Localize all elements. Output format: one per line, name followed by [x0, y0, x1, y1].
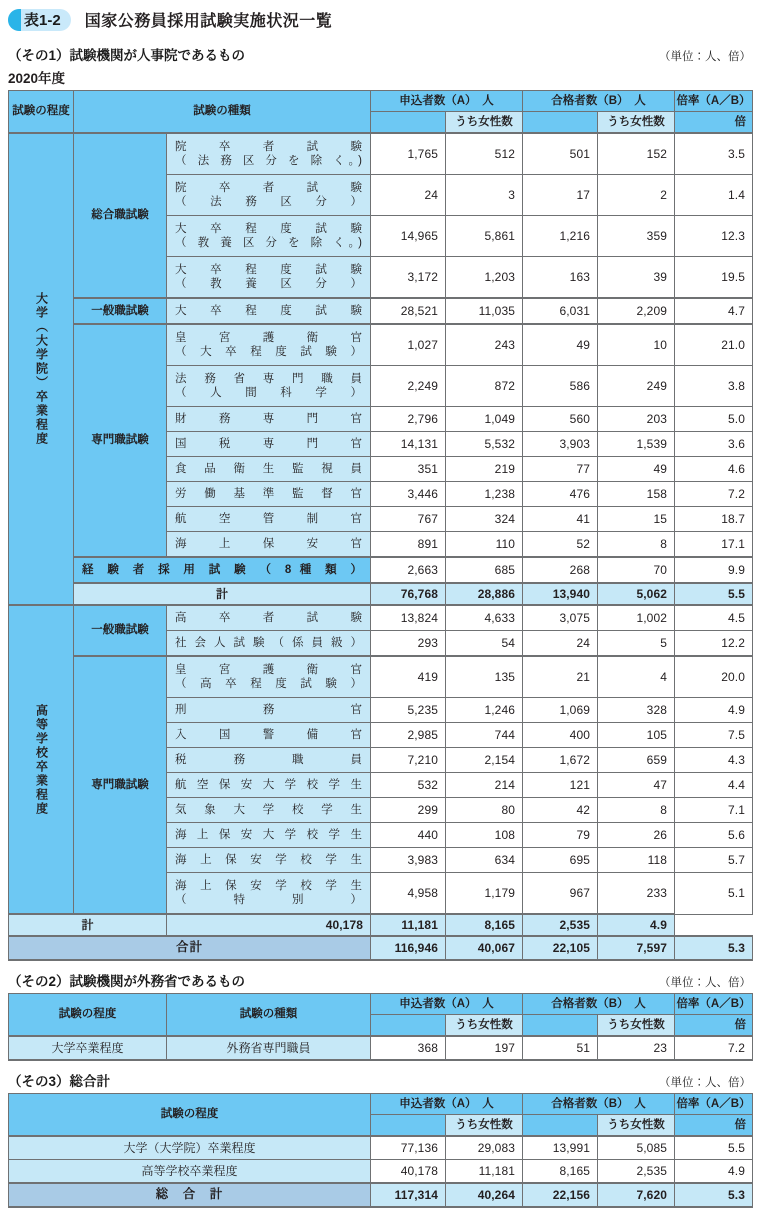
cell-passers-female: 1,002 [598, 605, 675, 631]
cell-passers-female: 2,209 [598, 298, 675, 324]
subgroup-comprehensive: 総合職試験 [74, 133, 167, 298]
cell-ratio: 12.3 [675, 216, 753, 257]
cell-applicants-female: 744 [446, 723, 523, 748]
col-applicants-female: うち女性数 [446, 1115, 523, 1137]
subgroup-general: 一般職試験 [74, 298, 167, 324]
cell-passers: 3,075 [523, 605, 598, 631]
section1-table [8, 90, 753, 961]
cell-applicants: 40,178 [371, 1160, 446, 1184]
cell-applicants-female: 28,886 [446, 583, 523, 605]
cell-passers: 49 [523, 324, 598, 366]
cell-passers-female: 2,535 [598, 1160, 675, 1184]
cell-passers: 268 [523, 557, 598, 583]
cell-applicants: 2,249 [371, 366, 446, 407]
cell-passers: 79 [523, 823, 598, 848]
cell-ratio: 18.7 [675, 507, 753, 532]
exam-name-line1: 大 卒 程 度 試 験 [175, 263, 362, 276]
table-row-experienced [9, 557, 753, 583]
cell-applicants-female: 1,238 [446, 482, 523, 507]
subgroup-general-hs: 一般職試験 [74, 605, 167, 656]
exam-name-line1: 皇 宮 護 衛 官 [175, 331, 362, 344]
cell-applicants-female: 219 [446, 457, 523, 482]
cell-applicants: 7,210 [371, 748, 446, 773]
cell-passers-female: 39 [598, 257, 675, 299]
exam-name [167, 532, 371, 558]
cell-passers: 17 [523, 175, 598, 216]
exam-name-line1: 税 務 職 員 [175, 753, 362, 766]
cell-applicants: 3,172 [371, 257, 446, 299]
exam-name [167, 873, 371, 915]
cell-degree: 大学卒業程度 [9, 1036, 167, 1060]
table-row-subtotal-highschool [9, 914, 753, 936]
col-passers: 合格者数（B） 人 [523, 1094, 675, 1115]
cell-passers: 8,165 [523, 1160, 598, 1184]
section3-unit: （単位：人、倍） [659, 1077, 751, 1089]
cell-applicants: 891 [371, 532, 446, 558]
cell-ratio: 19.5 [675, 257, 753, 299]
col-passers: 合格者数（B） 人 [523, 994, 675, 1015]
exam-name-line2: （ 法 務 区 分 を 除 く。) [175, 155, 362, 167]
cell-passers: 22,156 [523, 1183, 598, 1207]
col-kind: 試験の種類 [74, 91, 371, 134]
exam-name [167, 324, 371, 366]
col-passers-female: うち女性数 [598, 1115, 675, 1137]
col-ratio: 倍率（A／B） [675, 994, 753, 1015]
cell-degree: 高等学校卒業程度 [9, 1160, 371, 1184]
subgroup-specialist: 専門職試験 [74, 324, 167, 557]
section1-caption: （その1）試験機関が人事院であるもの [8, 48, 246, 63]
table-row [9, 1160, 753, 1184]
cell-applicants-female: 512 [446, 133, 523, 175]
exam-name-line1: 国 税 専 門 官 [175, 437, 362, 450]
cell-applicants: 299 [371, 798, 446, 823]
cell-applicants-female: 1,203 [446, 257, 523, 299]
cell-applicants: 293 [371, 631, 446, 657]
section1-unit: （単位：人、倍） [659, 51, 751, 63]
table-row [9, 605, 753, 631]
cell-passers: 41 [523, 507, 598, 532]
col-kind: 試験の種類 [167, 994, 371, 1037]
section1-body [9, 133, 753, 960]
cell-applicants-female: 872 [446, 366, 523, 407]
cell-passers-female: 10 [598, 324, 675, 366]
cell-passers: 51 [523, 1036, 598, 1060]
cell-applicants: 3,983 [371, 848, 446, 873]
section3-table [8, 1093, 753, 1208]
cell-passers-female: 152 [598, 133, 675, 175]
exam-name-line1: 海 上 保 安 学 校 学 生 [175, 853, 362, 866]
table-row [9, 1136, 753, 1160]
cell-applicants-female: 11,181 [371, 914, 446, 936]
col-degree: 試験の程度 [9, 91, 74, 134]
cell-applicants-female: 4,633 [446, 605, 523, 631]
section3-caption: （その3）総合計 [8, 1074, 111, 1089]
cell-applicants: 2,663 [371, 557, 446, 583]
cell-applicants: 532 [371, 773, 446, 798]
col-applicants-female: うち女性数 [446, 1015, 523, 1037]
cell-applicants: 351 [371, 457, 446, 482]
cell-ratio: 7.2 [675, 482, 753, 507]
col-ratio: 倍率（A／B） [675, 1094, 753, 1115]
cell-ratio: 4.5 [675, 605, 753, 631]
exam-name [167, 798, 371, 823]
cell-applicants-female: 29,083 [446, 1136, 523, 1160]
cell-passers-female: 23 [598, 1036, 675, 1060]
cell-passers: 21 [523, 656, 598, 698]
cell-applicants-female: 197 [446, 1036, 523, 1060]
col-passers-female: うち女性数 [598, 112, 675, 134]
cell-ratio: 4.7 [675, 298, 753, 324]
cell-passers: 586 [523, 366, 598, 407]
col-passers-female: うち女性数 [598, 1015, 675, 1037]
cell-ratio: 5.6 [675, 823, 753, 848]
cell-applicants: 28,521 [371, 298, 446, 324]
cell-passers: 13,991 [523, 1136, 598, 1160]
exam-name-line2: （ 教 養 区 分 ） [175, 278, 362, 290]
cell-passers-female: 2 [598, 175, 675, 216]
cell-applicants-female: 135 [446, 656, 523, 698]
exam-name [167, 407, 371, 432]
exam-name-line1: 大 卒 程 度 試 験 [175, 304, 362, 317]
cell-passers-female: 158 [598, 482, 675, 507]
exam-name [167, 457, 371, 482]
cell-passers-female: 1,539 [598, 432, 675, 457]
cell-passers-female: 2,535 [523, 914, 598, 936]
cell-applicants-female: 11,181 [446, 1160, 523, 1184]
cell-passers: 163 [523, 257, 598, 299]
exam-name [167, 257, 371, 299]
cell-ratio: 5.5 [675, 583, 753, 605]
cell-passers-female: 26 [598, 823, 675, 848]
table-number-label: 表1-2 [24, 12, 61, 29]
cell-applicants-female: 11,035 [446, 298, 523, 324]
exam-name [167, 298, 371, 324]
exam-name-line1: 高 卒 者 試 験 [175, 611, 362, 624]
cell-ratio: 9.9 [675, 557, 753, 583]
exam-name-line2: （ 特 別 ） [175, 894, 362, 906]
cell-passers: 121 [523, 773, 598, 798]
col-ratio-unit: 倍 [675, 1015, 753, 1037]
cell-ratio: 4.9 [598, 914, 675, 936]
exam-name [167, 216, 371, 257]
cell-applicants-female: 1,049 [446, 407, 523, 432]
cell-ratio: 5.0 [675, 407, 753, 432]
exam-name-line1: 財 務 専 門 官 [175, 412, 362, 425]
col-ratio-unit: 倍 [675, 1115, 753, 1137]
cell-applicants-female: 324 [446, 507, 523, 532]
cell-passers-female: 5,085 [598, 1136, 675, 1160]
cell-passers: 1,069 [523, 698, 598, 723]
cell-passers: 476 [523, 482, 598, 507]
cell-ratio: 4.9 [675, 1160, 753, 1184]
col-passers-blank [523, 112, 598, 134]
cell-passers: 13,940 [523, 583, 598, 605]
cell-passers-female: 105 [598, 723, 675, 748]
cell-applicants: 2,796 [371, 407, 446, 432]
cell-ratio: 5.1 [675, 873, 753, 915]
cell-passers-female: 4 [598, 656, 675, 698]
cell-applicants-female: 110 [446, 532, 523, 558]
table-number-badge [8, 9, 71, 31]
cell-applicants-female: 5,861 [446, 216, 523, 257]
exam-name [167, 366, 371, 407]
cell-applicants: 117,314 [371, 1183, 446, 1207]
cell-applicants: 1,765 [371, 133, 446, 175]
col-ratio: 倍率（A／B） [675, 91, 753, 112]
cell-ratio: 20.0 [675, 656, 753, 698]
section2-table [8, 993, 753, 1061]
exam-name-experienced: 経 験 者 採 用 試 験 （ 8 種 類 ） [74, 557, 371, 583]
col-passers-blank [523, 1115, 598, 1137]
table-header-row-1 [9, 1094, 753, 1115]
grand-total-label: 総 合 計 [9, 1183, 371, 1207]
cell-degree: 大学（大学院）卒業程度 [9, 1136, 371, 1160]
cell-passers-female: 8 [598, 798, 675, 823]
cell-applicants-female: 685 [446, 557, 523, 583]
exam-name [167, 133, 371, 175]
exam-name-line2: （ 大 卒 程 度 試 験 ） [175, 346, 362, 358]
cell-passers-female: 249 [598, 366, 675, 407]
exam-name [167, 723, 371, 748]
cell-applicants-female: 1,179 [446, 873, 523, 915]
cell-applicants-female: 54 [446, 631, 523, 657]
cell-applicants-female: 1,246 [446, 698, 523, 723]
cell-applicants: 1,027 [371, 324, 446, 366]
cell-passers-female: 328 [598, 698, 675, 723]
exam-name-line1: 大 卒 程 度 試 験 [175, 222, 362, 235]
cell-applicants-female: 40,264 [446, 1183, 523, 1207]
cell-applicants: 40,178 [167, 914, 371, 936]
cell-applicants: 13,824 [371, 605, 446, 631]
cell-passers: 501 [523, 133, 598, 175]
cell-applicants-female: 243 [446, 324, 523, 366]
cell-passers-female: 118 [598, 848, 675, 873]
cell-passers-female: 7,597 [598, 936, 675, 960]
subtotal-label: 計 [9, 914, 167, 936]
cell-applicants-female: 108 [446, 823, 523, 848]
cell-passers: 52 [523, 532, 598, 558]
cell-ratio: 7.2 [675, 1036, 753, 1060]
cell-passers-female: 5,062 [598, 583, 675, 605]
subtotal-label: 計 [74, 583, 371, 605]
exam-name-line2: （ 法 務 区 分 ） [175, 196, 362, 208]
exam-name [167, 432, 371, 457]
cell-applicants-female: 5,532 [446, 432, 523, 457]
exam-name-line2: （ 高 卒 程 度 試 験 ） [175, 678, 362, 690]
section3-caption-row [0, 1061, 760, 1093]
cell-ratio: 3.8 [675, 366, 753, 407]
cell-applicants: 116,946 [371, 936, 446, 960]
cell-applicants: 4,958 [371, 873, 446, 915]
exam-name-line1: 院 卒 者 試 験 [175, 181, 362, 194]
cell-ratio: 4.9 [675, 698, 753, 723]
section2-caption: （その2）試験機関が外務省であるもの [8, 974, 246, 989]
cell-ratio: 4.3 [675, 748, 753, 773]
col-degree: 試験の程度 [9, 994, 167, 1037]
cell-ratio: 7.1 [675, 798, 753, 823]
cell-applicants: 368 [371, 1036, 446, 1060]
exam-name-line1: 入 国 警 備 官 [175, 728, 362, 741]
cell-ratio: 5.5 [675, 1136, 753, 1160]
col-applicants-female: うち女性数 [446, 112, 523, 134]
exam-name [167, 605, 371, 631]
cell-passers-female: 7,620 [598, 1183, 675, 1207]
table-row [9, 298, 753, 324]
section3-body [9, 1136, 753, 1207]
col-ratio-unit: 倍 [675, 112, 753, 134]
cell-applicants: 76,768 [371, 583, 446, 605]
cell-passers-female: 49 [598, 457, 675, 482]
exam-name-line1: 労 働 基 準 監 督 官 [175, 487, 362, 500]
cell-ratio: 4.6 [675, 457, 753, 482]
exam-name-line1: 食 品 衛 生 監 視 員 [175, 462, 362, 475]
cell-applicants: 767 [371, 507, 446, 532]
cell-applicants: 2,985 [371, 723, 446, 748]
cell-ratio: 1.4 [675, 175, 753, 216]
cell-passers: 6,031 [523, 298, 598, 324]
cell-applicants: 419 [371, 656, 446, 698]
exam-name-line1: 社 会 人 試 験 （ 係 員 級 ） [175, 636, 362, 649]
cell-passers: 1,672 [523, 748, 598, 773]
exam-name [167, 848, 371, 873]
cell-passers: 22,105 [523, 936, 598, 960]
table-row [9, 656, 753, 698]
exam-name [167, 631, 371, 657]
cell-ratio: 3.5 [675, 133, 753, 175]
cell-passers: 42 [523, 798, 598, 823]
col-passers: 合格者数（B） 人 [523, 91, 675, 112]
cell-ratio: 17.1 [675, 532, 753, 558]
exam-name [167, 175, 371, 216]
cell-passers: 967 [523, 873, 598, 915]
table-row [9, 324, 753, 366]
table-row [9, 1036, 753, 1060]
cell-applicants-female: 3 [446, 175, 523, 216]
col-degree: 試験の程度 [9, 1094, 371, 1137]
cell-passers: 1,216 [523, 216, 598, 257]
cell-ratio: 5.7 [675, 848, 753, 873]
cell-passers-female: 70 [598, 557, 675, 583]
section2-body [9, 1036, 753, 1060]
exam-name [167, 823, 371, 848]
cell-passers-female: 659 [598, 748, 675, 773]
table-row-grand-total [9, 936, 753, 960]
cell-applicants: 5,235 [371, 698, 446, 723]
cell-passers-female: 47 [598, 773, 675, 798]
col-applicants-blank [371, 1115, 446, 1137]
cell-applicants-female: 80 [446, 798, 523, 823]
fiscal-year-label: 2020年度 [8, 71, 66, 86]
exam-name-line1: 気 象 大 学 校 学 生 [175, 803, 362, 816]
table-header-row-1 [9, 91, 753, 112]
exam-name [167, 507, 371, 532]
exam-name-line2: （ 教 養 区 分 を 除 く。) [175, 237, 362, 249]
cell-applicants-female: 214 [446, 773, 523, 798]
cell-applicants-female: 634 [446, 848, 523, 873]
exam-name-line1: 航 空 管 制 官 [175, 512, 362, 525]
page-title [0, 0, 760, 35]
table-row-grand-total [9, 1183, 753, 1207]
exam-name-line1: 海 上 保 安 学 校 学 生 [175, 879, 362, 892]
degree-university: 大学（大学院）卒業程度 [9, 133, 74, 605]
table-row-subtotal-university [9, 583, 753, 605]
exam-name [167, 656, 371, 698]
cell-applicants: 77,136 [371, 1136, 446, 1160]
cell-applicants-female: 40,067 [446, 936, 523, 960]
cell-kind: 外務省専門職員 [167, 1036, 371, 1060]
cell-ratio: 7.5 [675, 723, 753, 748]
cell-ratio: 5.3 [675, 1183, 753, 1207]
cell-applicants: 14,965 [371, 216, 446, 257]
cell-applicants: 440 [371, 823, 446, 848]
exam-name-line1: 院 卒 者 試 験 [175, 140, 362, 153]
table-title-text: 国家公務員採用試験実施状況一覧 [84, 13, 333, 30]
cell-passers-female: 359 [598, 216, 675, 257]
cell-passers: 400 [523, 723, 598, 748]
table-header-row-1 [9, 994, 753, 1015]
col-applicants: 申込者数（A） 人 [371, 1094, 523, 1115]
exam-name-line1: 刑 務 官 [175, 703, 362, 716]
cell-passers: 24 [523, 631, 598, 657]
cell-passers-female: 8 [598, 532, 675, 558]
exam-name-line2: （ 人 間 科 学 ） [175, 387, 362, 399]
cell-applicants: 14,131 [371, 432, 446, 457]
exam-name [167, 773, 371, 798]
cell-passers: 3,903 [523, 432, 598, 457]
cell-passers-female: 5 [598, 631, 675, 657]
cell-applicants: 3,446 [371, 482, 446, 507]
col-applicants: 申込者数（A） 人 [371, 91, 523, 112]
cell-ratio: 3.6 [675, 432, 753, 457]
cell-applicants-female: 2,154 [446, 748, 523, 773]
subgroup-specialist-hs: 専門職試験 [74, 656, 167, 914]
cell-ratio: 12.2 [675, 631, 753, 657]
exam-name-line1: 航 空 保 安 大 学 校 学 生 [175, 778, 362, 791]
exam-name [167, 482, 371, 507]
section2-caption-row [0, 961, 760, 993]
section1-caption-row [0, 35, 760, 67]
exam-name [167, 748, 371, 773]
exam-name-line1: 海 上 保 安 官 [175, 537, 362, 550]
col-applicants-blank [371, 1015, 446, 1037]
cell-passers: 8,165 [446, 914, 523, 936]
section2-unit: （単位：人、倍） [659, 977, 751, 989]
col-applicants-blank [371, 112, 446, 134]
cell-passers: 77 [523, 457, 598, 482]
exam-name-line1: 法 務 省 専 門 職 員 [175, 372, 362, 385]
table-row [9, 133, 753, 175]
degree-highschool: 高等学校卒業程度 [9, 605, 74, 914]
cell-passers-female: 233 [598, 873, 675, 915]
cell-ratio: 5.3 [675, 936, 753, 960]
cell-passers: 695 [523, 848, 598, 873]
col-passers-blank [523, 1015, 598, 1037]
cell-passers-female: 203 [598, 407, 675, 432]
cell-applicants: 24 [371, 175, 446, 216]
exam-name [167, 698, 371, 723]
cell-passers-female: 15 [598, 507, 675, 532]
cell-ratio: 4.4 [675, 773, 753, 798]
col-applicants: 申込者数（A） 人 [371, 994, 523, 1015]
cell-ratio: 21.0 [675, 324, 753, 366]
exam-name-line1: 皇 宮 護 衛 官 [175, 663, 362, 676]
grand-total-label: 合計 [9, 936, 371, 960]
exam-name-line1: 海 上 保 安 大 学 校 学 生 [175, 828, 362, 841]
cell-passers: 560 [523, 407, 598, 432]
